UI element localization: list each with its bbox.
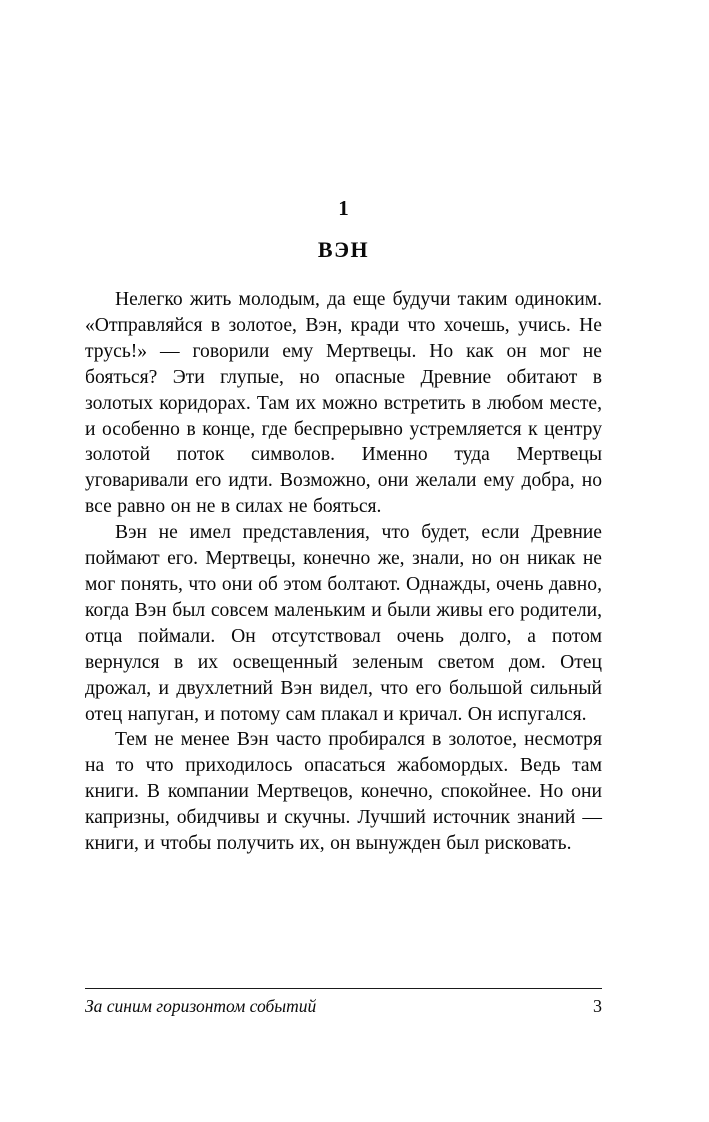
chapter-number: 1: [338, 196, 349, 220]
chapter-title: ВЭН: [317, 237, 370, 262]
paragraph: Вэн не имел представления, что будет, если Древние поймают его. Мертвецы, конечно же, знали, но он никак не мог понять, что они об этом болтают. Однажды, очень давно, когда Вэн был совсем маленьким и были живы его родители, отца поймали. Он отсутствовал очень долго, а потом вернулся в их освещенный зеленым светом дом. Отец дрожал, и двухлетний Вэн видел, что его большой сильный отец напуган, и потому сам плакал и кричал. Он испугался.: [85, 522, 602, 725]
text-block: [85, 196, 602, 857]
page-footer: [85, 988, 602, 1017]
body-text: [85, 287, 602, 857]
paragraph: Тем не менее Вэн часто пробирался в золотое, несмотря на то что приходилось опасаться жабомордых. Ведь там книги. В компании Мертвецов, конечно, спокойнее. Но они капризны, обидчивы и скучны. Лучший источник знаний — книги, и чтобы получить их, он вынужден был рисковать.: [85, 729, 602, 855]
page-number: 3: [593, 996, 602, 1016]
running-title: За синим горизонтом событий: [85, 996, 317, 1016]
paragraph: Нелегко жить молодым, да еще будучи таким одиноким. «Отправляйся в золотое, Вэн, кради что хочешь, учись. Не трусь!» — говорили ему Мертвецы. Но как он мог не бояться? Эти глупые, но опасные Древние обитают в золотых коридорах. Там их можно встретить в любом месте, и особенно в конце, где беспрерывно устремляется к центру золотой поток символов. Именно туда Мертвецы уговаривали его идти. Возможно, они желали ему добра, но все равно он не в силах не бояться.: [85, 289, 602, 518]
